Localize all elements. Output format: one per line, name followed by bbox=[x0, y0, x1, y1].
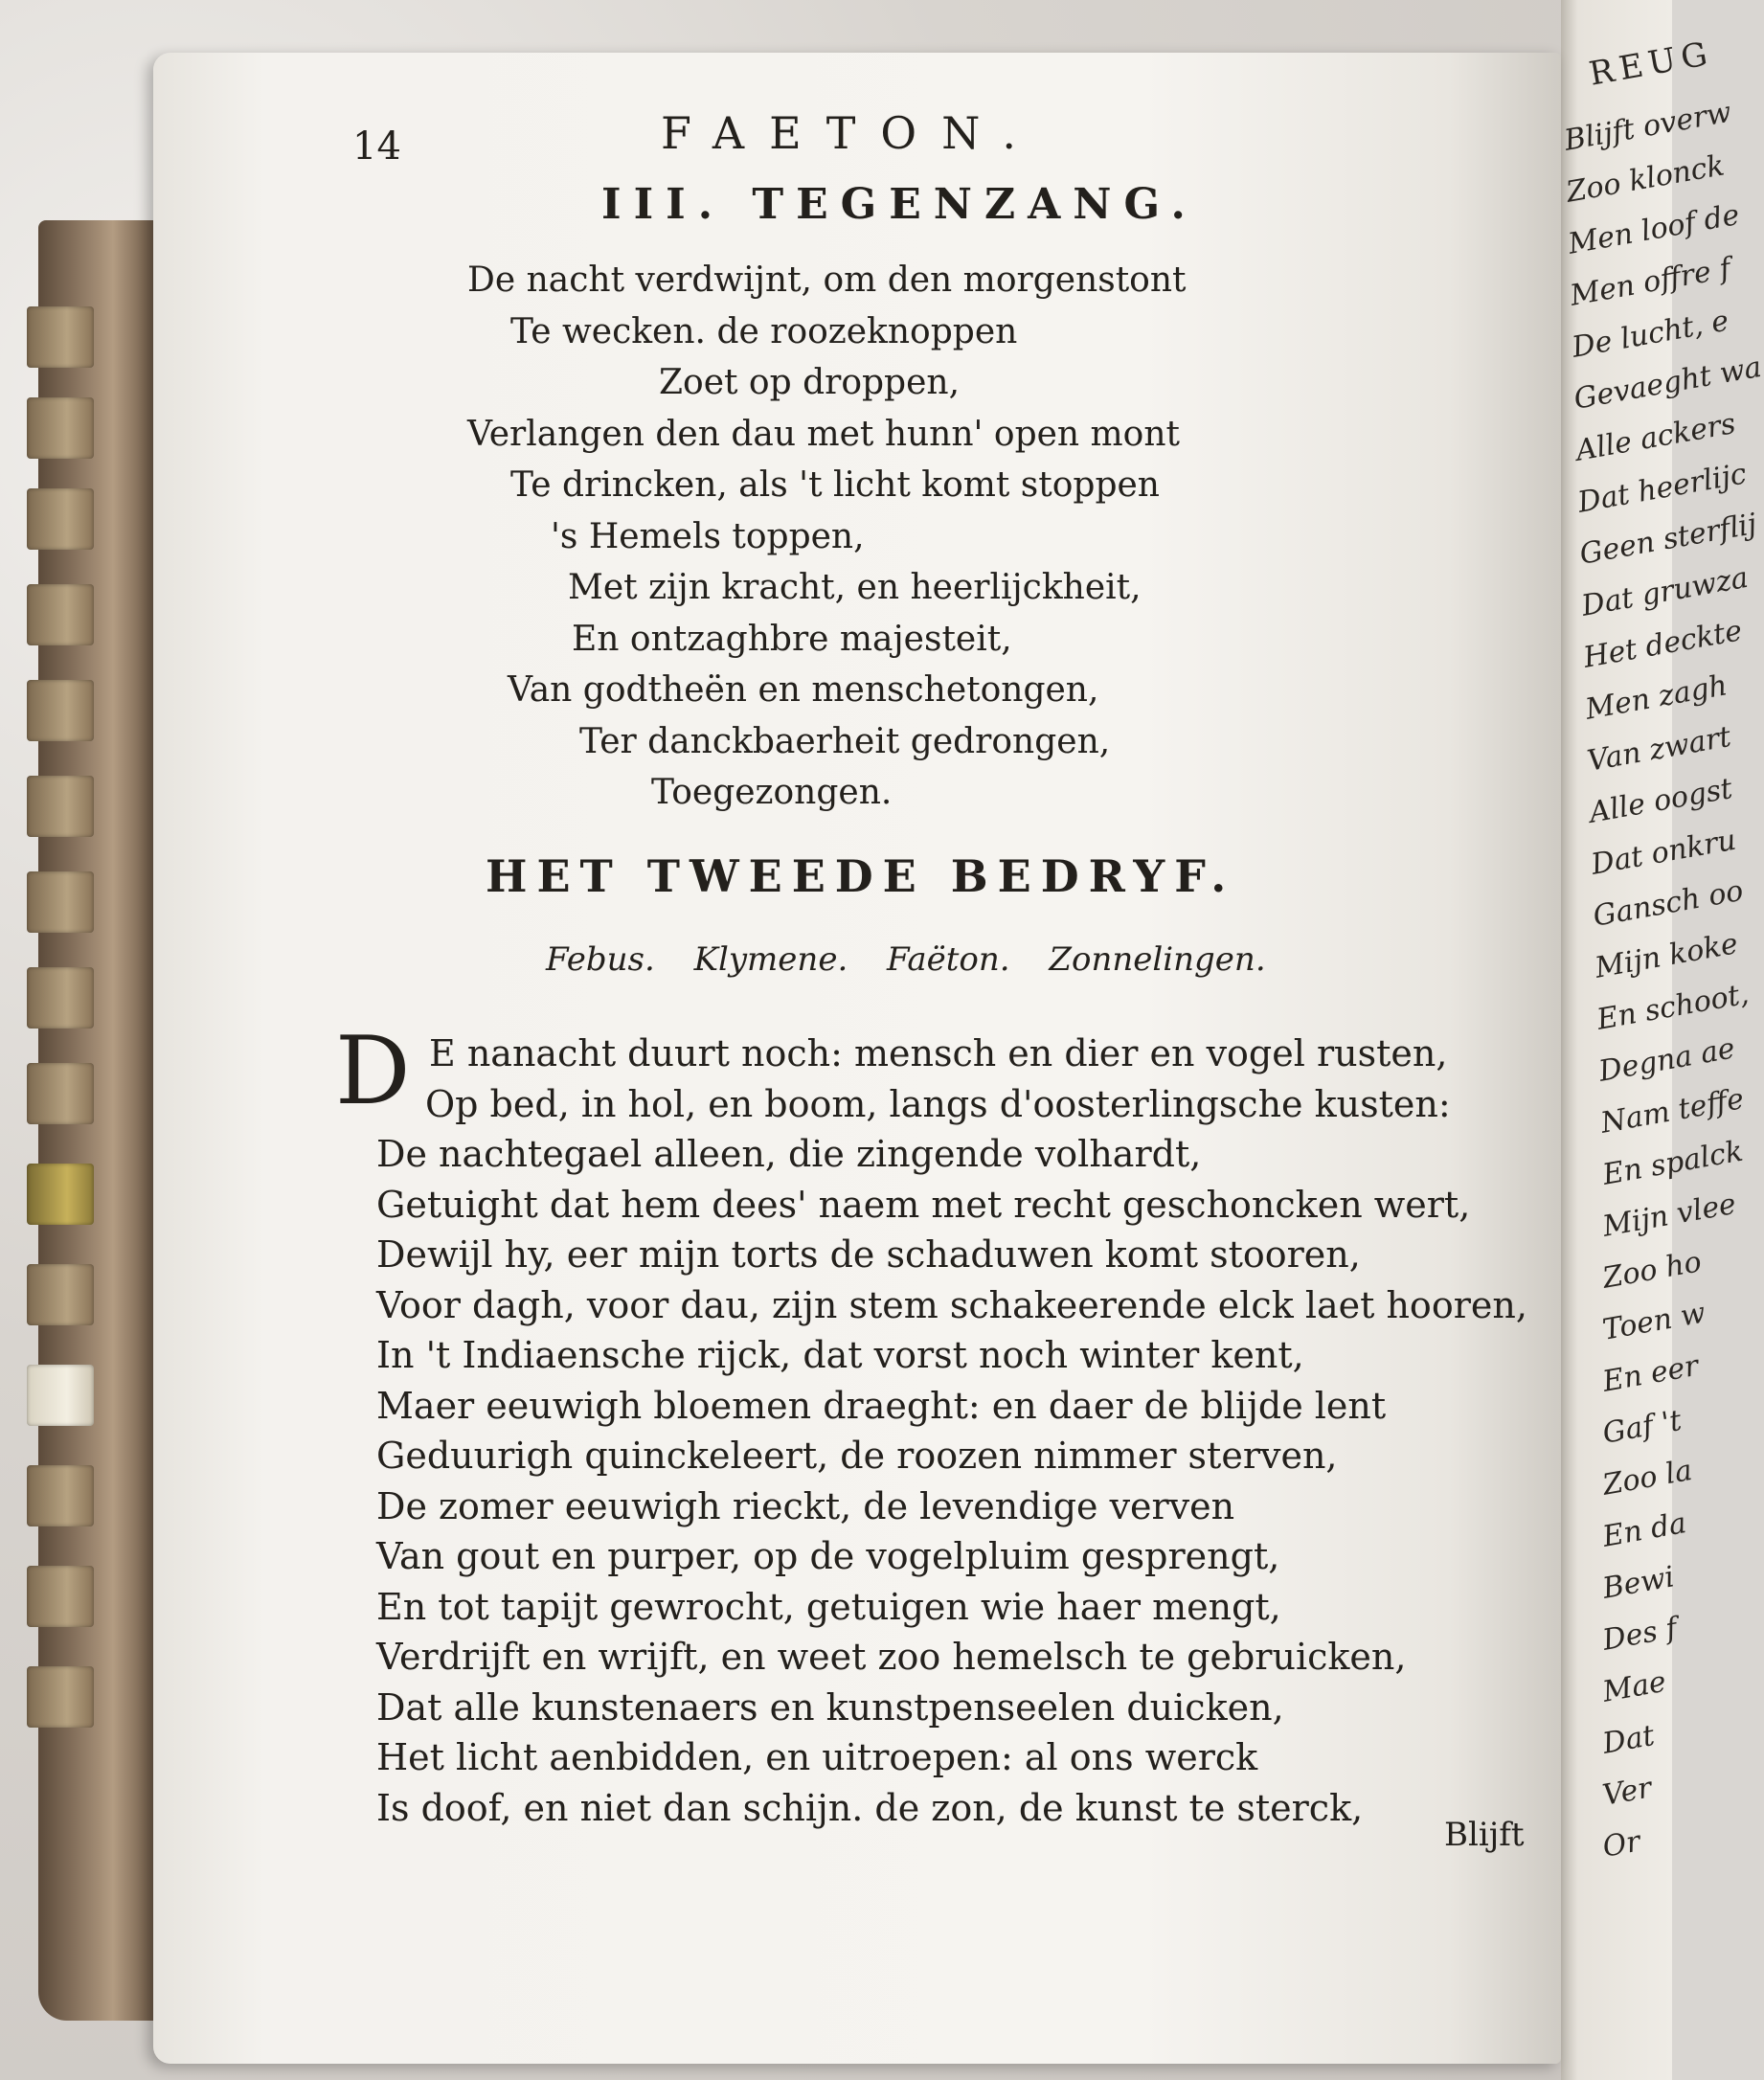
facing-page-line: Mijn vlee bbox=[1599, 1187, 1739, 1244]
facing-page-line: Dat gruwza bbox=[1578, 560, 1752, 623]
facing-page-line: Degna ae bbox=[1595, 1031, 1738, 1089]
facing-page-line: Alle ackers bbox=[1572, 407, 1738, 468]
verse-line: Maer eeuwigh bloemen draeght: en daer de blijde lent bbox=[376, 1384, 1387, 1427]
verse-line: Van gout en purper, op de vogelpluim gesprengt, bbox=[376, 1535, 1280, 1577]
index-tab bbox=[27, 776, 94, 837]
facing-page-line: Gansch oo bbox=[1590, 873, 1746, 934]
verse-line: Toegezongen. bbox=[651, 773, 893, 812]
index-tab bbox=[27, 1264, 94, 1325]
facing-page-line: Geen sterflij bbox=[1576, 507, 1759, 572]
index-tab bbox=[27, 1063, 94, 1124]
verse-line: Verdrijft en wrijft, en weet zoo hemelsch te gebruicken, bbox=[376, 1636, 1407, 1678]
facing-page-line: Ver bbox=[1599, 1771, 1655, 1813]
page-number: 14 bbox=[352, 124, 401, 169]
index-tab bbox=[27, 871, 94, 933]
facing-page-line: Gevaeght wa bbox=[1571, 350, 1764, 417]
facing-page-line: Nam teffe bbox=[1597, 1082, 1747, 1141]
catchword: Blijft bbox=[1444, 1816, 1525, 1854]
section-heading-tegenzang: III. TEGENZANG. bbox=[601, 180, 1198, 229]
facing-page-line: Dat bbox=[1599, 1718, 1658, 1761]
act-heading: HET TWEEDE BEDRYF. bbox=[486, 850, 1236, 902]
facing-page-line: Van zwart bbox=[1584, 719, 1734, 779]
facing-page-line: En eer bbox=[1599, 1348, 1702, 1399]
verse-line: Getuight dat hem dees' naem met recht geschoncken wert, bbox=[376, 1183, 1471, 1226]
verse-line: Is doof, en niet dan schijn. de zon, de kunst te sterck, bbox=[376, 1786, 1364, 1829]
facing-page-line: Dat onkru bbox=[1588, 823, 1739, 882]
index-tab bbox=[27, 680, 94, 741]
facing-page-line: Mae bbox=[1599, 1664, 1669, 1709]
verse-line: Te drincken, als 't licht komt stoppen bbox=[510, 465, 1160, 505]
facing-page-line: Men offre f bbox=[1567, 251, 1733, 313]
facing-page-line: Mijn koke bbox=[1592, 927, 1741, 985]
index-tab bbox=[27, 488, 94, 550]
facing-page-line: Blijft overw bbox=[1561, 95, 1734, 158]
verse-line: De nachtegael alleen, die zingende volhardt, bbox=[376, 1133, 1202, 1175]
verse-line: De nacht verdwijnt, om den morgenstont bbox=[467, 260, 1187, 300]
facing-page-line: Men loof de bbox=[1565, 197, 1742, 261]
facing-page-line: Or bbox=[1599, 1824, 1643, 1865]
verse-line: Op bed, in hol, en boom, langs d'oosterlingsche kusten: bbox=[425, 1082, 1451, 1125]
facing-page-head: REUG bbox=[1586, 34, 1716, 94]
facing-page-line: Bewi bbox=[1599, 1560, 1677, 1606]
verse-line: Geduurigh quinckeleert, de roozen nimmer sterven, bbox=[376, 1435, 1338, 1477]
facing-page-line: En schoot, bbox=[1594, 977, 1752, 1037]
verse-line: Met zijn kracht, en heerlijckheit, bbox=[568, 568, 1142, 607]
facing-page-line: Alle oogst bbox=[1586, 772, 1735, 830]
verse-line: Dat alle kunstenaers en kunstpenseelen duicken, bbox=[376, 1685, 1284, 1729]
verse-line: Verlangen den dau met hunn' open mont bbox=[467, 414, 1181, 454]
running-head: FAETON. bbox=[661, 107, 1042, 159]
index-tab bbox=[27, 1566, 94, 1627]
index-tab bbox=[27, 1365, 94, 1426]
index-tab bbox=[27, 306, 94, 368]
index-tabs bbox=[27, 306, 103, 1724]
index-tab bbox=[27, 1666, 94, 1728]
index-tab bbox=[27, 584, 94, 645]
facing-page-line: Zoo ho bbox=[1599, 1245, 1705, 1296]
verse-line: E nanacht duurt noch: mensch en dier en vogel rusten, bbox=[429, 1032, 1448, 1074]
drop-cap: D bbox=[335, 1017, 411, 1126]
facing-page-line: Men zagh bbox=[1582, 668, 1730, 727]
index-tab bbox=[27, 397, 94, 459]
verse-line: Dewijl hy, eer mijn torts de schaduwen komt stooren, bbox=[376, 1233, 1361, 1276]
verse-line: Ter danckbaerheit gedrongen, bbox=[579, 721, 1111, 761]
index-tab bbox=[27, 1164, 94, 1225]
verse-line: Zoet op droppen, bbox=[659, 363, 961, 402]
verse-line: Van godtheën en menschetongen, bbox=[508, 670, 1099, 710]
facing-page-line: De lucht, e bbox=[1569, 304, 1731, 365]
verse-line: Het licht aenbidden, en uitroepen: al ons werck bbox=[376, 1736, 1258, 1778]
verse-line: Voor dagh, voor dau, zijn stem schakeerende elck laet hooren, bbox=[376, 1283, 1527, 1326]
facing-page-line: Gaf 't bbox=[1599, 1403, 1685, 1451]
index-tab bbox=[27, 1465, 94, 1526]
verse-line: Te wecken. de roozeknoppen bbox=[510, 311, 1018, 351]
index-tab bbox=[27, 967, 94, 1029]
cast-list: Febus. Klymene. Faëton. Zonnelingen. bbox=[546, 940, 1266, 979]
facing-page-line: Het deckte bbox=[1580, 614, 1745, 675]
facing-page-line: En spalck bbox=[1599, 1134, 1746, 1192]
facing-page-line: Zoo klonck bbox=[1563, 148, 1728, 210]
facing-page-line: Dat heerlijc bbox=[1574, 457, 1750, 520]
bleed-through bbox=[517, 120, 528, 159]
verse-line: En ontzaghbre majesteit, bbox=[572, 619, 1012, 659]
verse-line: De zomer eeuwigh rieckt, de levendige verven bbox=[376, 1484, 1235, 1527]
facing-page-line: En da bbox=[1599, 1506, 1689, 1554]
facing-page bbox=[1561, 0, 1764, 2080]
facing-page-line: Des f bbox=[1599, 1611, 1680, 1658]
verse-line: 's Hemels toppen, bbox=[551, 516, 865, 556]
facing-page-line: Zoo la bbox=[1599, 1453, 1695, 1503]
facing-page-line: Toen w bbox=[1599, 1296, 1708, 1347]
verse-line: En tot tapijt gewrocht, getuigen wie haer mengt, bbox=[376, 1585, 1281, 1628]
verse-line: In 't Indiaensche rijck, dat vorst noch winter kent, bbox=[376, 1334, 1304, 1376]
